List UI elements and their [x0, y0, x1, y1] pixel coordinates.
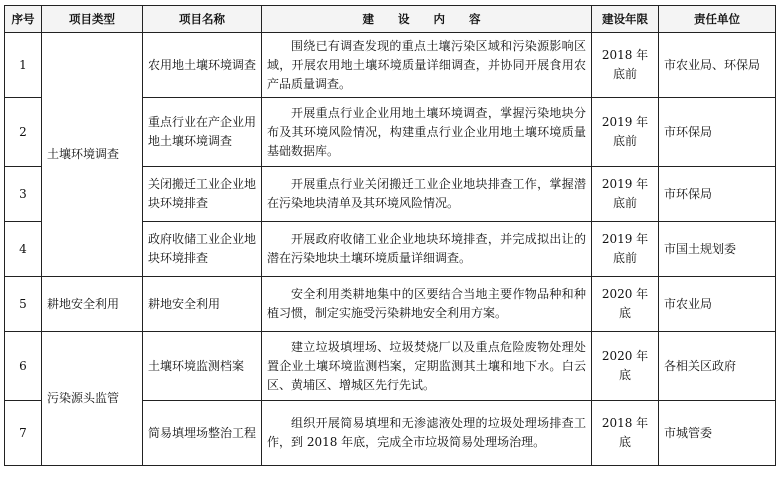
row-content: 建立垃圾填埋场、垃圾焚烧厂以及重点危险废物处理处置企业土壤环境监测档案，定期监测其土壤和地下水。白云区、黄埔区、增城区先行先试。 — [262, 332, 592, 401]
type-pollution: 污染源头监管 — [42, 332, 143, 466]
row-name: 土壤环境监测档案 — [143, 332, 262, 401]
row-unit: 市国土规划委 — [659, 222, 776, 277]
row-unit: 市城管委 — [659, 401, 776, 466]
header-year: 建设年限 — [592, 6, 659, 33]
row-content: 组织开展简易填埋和无渗滤液处理的垃圾处理场排查工作，到 2018 年底，完成全市垃圾简易处理场治理。 — [262, 401, 592, 466]
row-no: 7 — [5, 401, 42, 466]
row-name: 政府收储工业企业地块环境排查 — [143, 222, 262, 277]
header-content: 建 设 内 容 — [262, 6, 592, 33]
header-type: 项目类型 — [42, 6, 143, 33]
row-content: 围绕已有调查发现的重点土壤污染区域和污染源影响区域，开展农用地土壤环境质量详细调查，并协同开展食用农产品质量调查。 — [262, 33, 592, 98]
row-unit: 各相关区政府 — [659, 332, 776, 401]
row-unit: 市农业局 — [659, 277, 776, 332]
row-year: 2019 年底前 — [592, 167, 659, 222]
row-content: 开展重点行业企业用地土壤环境调查，掌握污染地块分布及其环境风险情况，构建重点行业企业用地土壤环境质量基础数据库。 — [262, 98, 592, 167]
header-row — [5, 6, 776, 33]
row-year: 2019 年底前 — [592, 222, 659, 277]
row-unit: 市农业局、环保局 — [659, 33, 776, 98]
row-unit: 市环保局 — [659, 167, 776, 222]
header-unit: 责任单位 — [659, 6, 776, 33]
row-year: 2020 年底 — [592, 332, 659, 401]
table-row — [5, 277, 776, 332]
header-no: 序号 — [5, 6, 42, 33]
row-no: 5 — [5, 277, 42, 332]
row-content: 开展政府收储工业企业地块环境排查，并完成拟出让的潜在污染地块土壤环境质量详细调查。 — [262, 222, 592, 277]
row-name: 简易填埋场整治工程 — [143, 401, 262, 466]
row-no: 2 — [5, 98, 42, 167]
row-unit: 市环保局 — [659, 98, 776, 167]
row-year: 2018 年底前 — [592, 33, 659, 98]
row-name: 重点行业在产企业用地土壤环境调查 — [143, 98, 262, 167]
project-table — [4, 5, 776, 466]
row-year: 2019 年底前 — [592, 98, 659, 167]
row-no: 4 — [5, 222, 42, 277]
row-content: 安全利用类耕地集中的区要结合当地主要作物品种和种植习惯，制定实施受污染耕地安全利用方案。 — [262, 277, 592, 332]
row-content: 开展重点行业关闭搬迁工业企业地块排查工作，掌握潜在污染地块清单及其环境风险情况。 — [262, 167, 592, 222]
row-year: 2018 年底 — [592, 401, 659, 466]
table-row — [5, 33, 776, 98]
row-name: 关闭搬迁工业企业地块环境排查 — [143, 167, 262, 222]
row-no: 1 — [5, 33, 42, 98]
row-no: 3 — [5, 167, 42, 222]
row-name: 耕地安全利用 — [143, 277, 262, 332]
type-farmland: 耕地安全利用 — [42, 277, 143, 332]
table-row — [5, 332, 776, 401]
header-name: 项目名称 — [143, 6, 262, 33]
row-year: 2020 年底 — [592, 277, 659, 332]
row-name: 农用地土壤环境调查 — [143, 33, 262, 98]
type-soil-survey: 土壤环境调查 — [42, 33, 143, 277]
row-no: 6 — [5, 332, 42, 401]
